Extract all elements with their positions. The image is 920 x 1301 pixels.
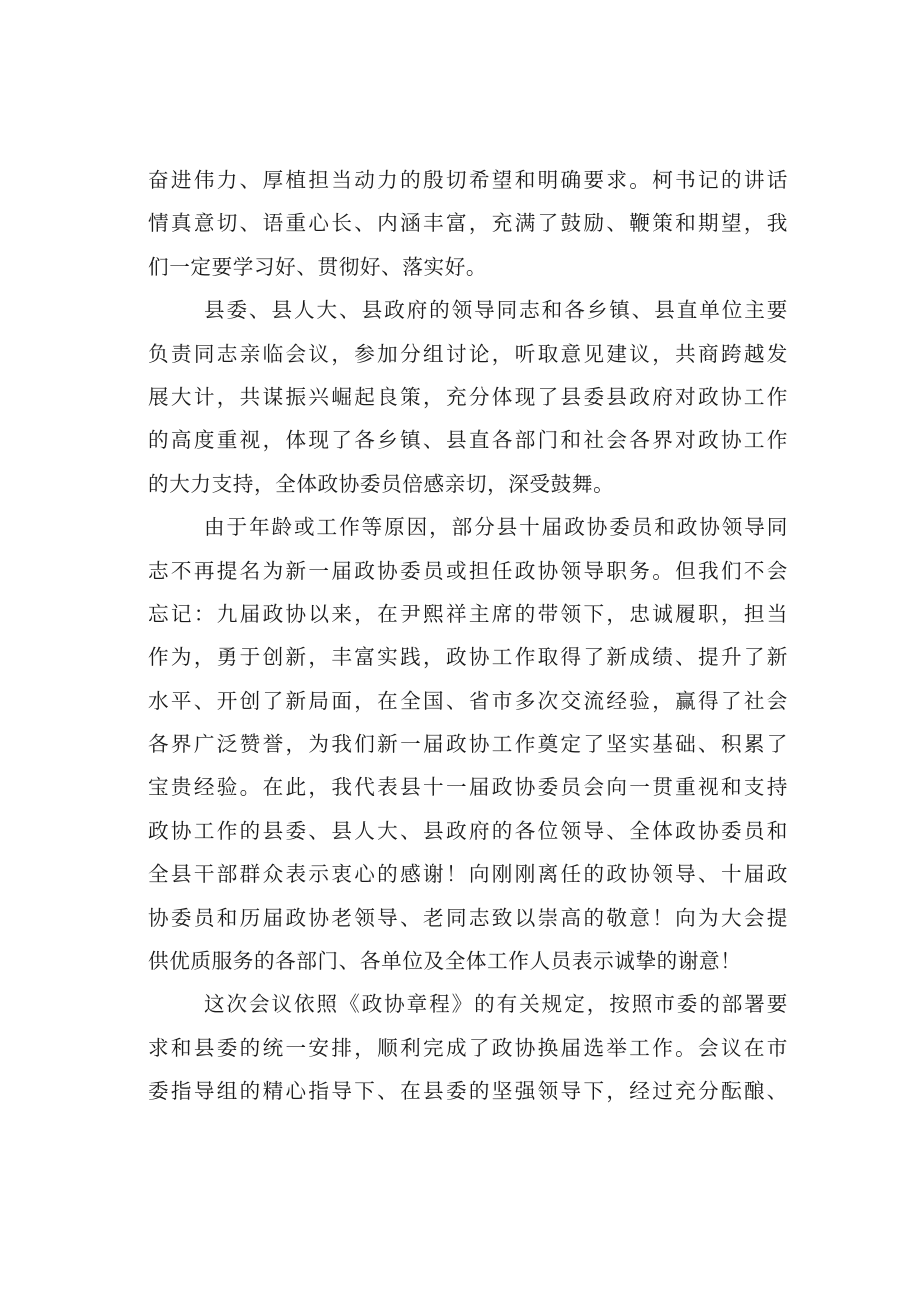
paragraph-3-line-4: 作为，勇于创新，丰富实践，政协工作取得了新成绩、提升了新 <box>148 645 788 670</box>
paragraph-3-line-8: 政协工作的县委、县人大、县政府的各位领导、全体政协委员和 <box>148 818 788 843</box>
paragraph-3-line-5: 水平、开创了新局面，在全国、省市多次交流经验，赢得了社会 <box>148 688 788 713</box>
paragraph-1-line-3: 们一定要学习好、贯彻好、落实好。 <box>148 254 488 279</box>
paragraph-4-line-2: 求和县委的统一安排，顺利完成了政协换届选举工作。会议在市 <box>148 1035 788 1060</box>
paragraph-1-line-1: 奋进伟力、厚植担当动力的殷切希望和明确要求。柯书记的讲话 <box>148 168 788 192</box>
paragraph-4-line-1: 这次会议依照《政协章程》的有关规定，按照市委的部署要 <box>204 992 788 1017</box>
paragraph-3-line-3: 忘记：九届政协以来，在尹熙祥主席的带领下，忠诚履职，担当 <box>148 601 788 626</box>
paragraph-2-line-5: 的大力支持，全体政协委员倍感亲切，深受鼓舞。 <box>148 471 615 496</box>
paragraph-3-line-10: 协委员和历届政协老领导、老同志致以崇高的敬意！向为大会提 <box>148 905 788 930</box>
paragraph-2-line-1: 县委、县人大、县政府的领导同志和各乡镇、县直单位主要 <box>204 298 788 323</box>
paragraph-3-line-2: 志不再提名为新一届政协委员或担任政协领导职务。但我们不会 <box>148 558 788 583</box>
paragraph-3-line-1: 由于年龄或工作等原因，部分县十届政协委员和政协领导同 <box>204 515 788 540</box>
paragraph-3-line-11: 供优质服务的各部门、各单位及全体工作人员表示诚挚的谢意！ <box>148 949 742 974</box>
paragraph-2-line-3: 展大计，共谋振兴崛起良策，充分体现了县委县政府对政协工作 <box>148 384 788 409</box>
paragraph-3-line-9: 全县干部群众表示衷心的感谢！向刚刚离任的政协领导、十届政 <box>148 862 788 887</box>
paragraph-3-line-7: 宝贵经验。在此，我代表县十一届政协委员会向一贯重视和支持 <box>148 775 788 800</box>
paragraph-3-line-6: 各界广泛赞誉，为我们新一届政协工作奠定了坚实基础、积累了 <box>148 732 788 757</box>
paragraph-1-line-2: 情真意切、语重心长、内涵丰富，充满了鼓励、鞭策和期望，我 <box>148 211 788 236</box>
paragraph-2-line-4: 的高度重视，体现了各乡镇、县直各部门和社会各界对政协工作 <box>148 428 788 453</box>
paragraph-4-line-3: 委指导组的精心指导下、在县委的坚强领导下，经过充分酝酿、 <box>148 1079 788 1104</box>
paragraph-2-line-2: 负责同志亲临会议，参加分组讨论，听取意见建议，共商跨越发 <box>148 341 788 366</box>
document-body <box>148 159 788 1114</box>
